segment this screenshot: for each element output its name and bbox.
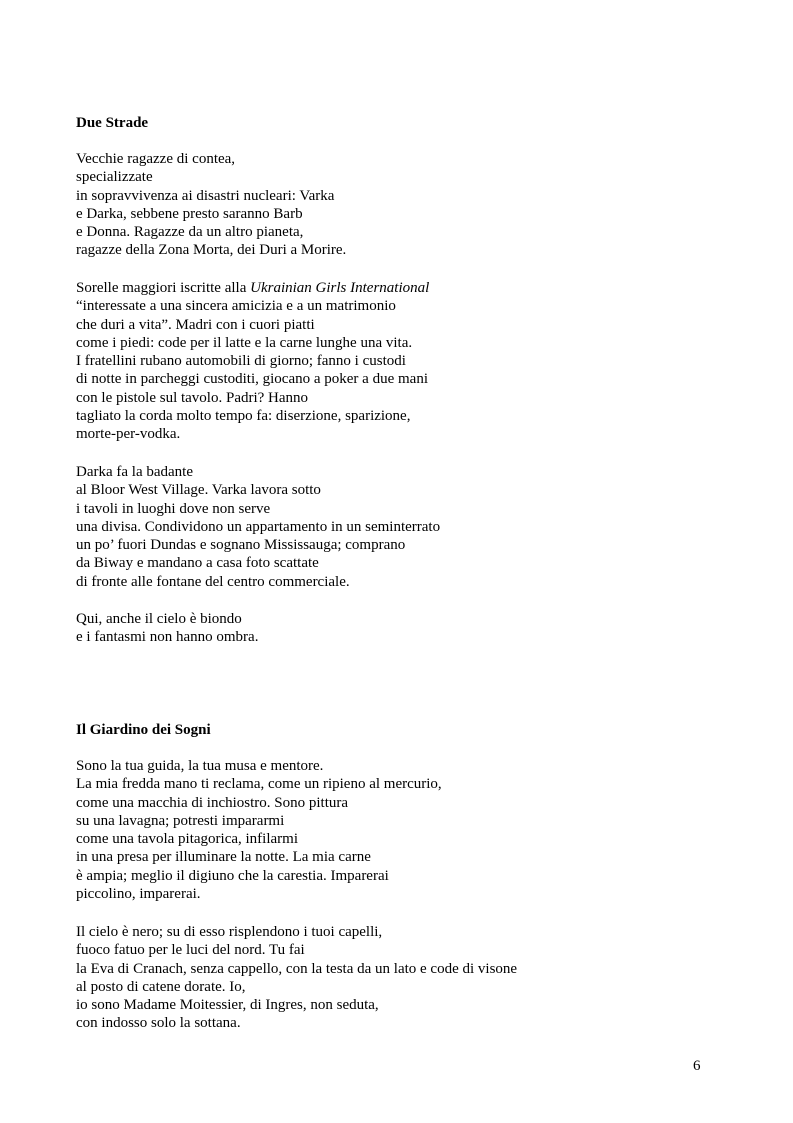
poem-line: una divisa. Condividono un appartamento in un seminterrato: [76, 518, 441, 535]
poem-line: al posto di catene dorate. Io,: [76, 978, 246, 995]
poem-line: La mia fredda mano ti reclama, come un ripieno al mercurio,: [76, 776, 442, 793]
stanza: [76, 610, 258, 647]
poem-line: Darka fa la badante: [76, 464, 194, 480]
stanza: [76, 923, 517, 1033]
poem-line: fuoco fatuo per le luci del nord. Tu fai: [76, 942, 305, 959]
poem-line: con le pistole sul tavolo. Padri? Hanno: [76, 389, 309, 406]
poem-line: [76, 279, 429, 297]
stanza: [76, 150, 346, 260]
poem-line: e i fantasmi non hanno ombra.: [76, 629, 259, 646]
poem-line: come una tavola pitagorica, infilarmi: [76, 831, 298, 848]
poem-line: “interessate a una sincera amicizia e a un matrimonio: [76, 298, 396, 315]
poem-line: Vecchie ragazze di contea,: [76, 151, 236, 167]
poem-line: su una lavagna; potresti impararmi: [76, 812, 285, 829]
poem-line: morte-per-vodka.: [76, 426, 181, 443]
poem-line: io sono Madame Moitessier, di Ingres, non seduta,: [76, 997, 379, 1014]
poem-line: in sopravvivenza ai disastri nucleari: Varka: [76, 187, 335, 204]
poem-line: un po’ fuori Dundas e sognano Mississauga; comprano: [76, 537, 406, 554]
poem-line: e Darka, sebbene presto saranno Barb: [76, 205, 303, 222]
poem-line: in una presa per illuminare la notte. La mia carne: [76, 849, 371, 866]
line-text: Sorelle maggiori iscritte alla: [76, 280, 251, 296]
poem-line: da Biway e mandano a casa foto scattate: [76, 555, 319, 572]
poem-line: con indosso solo la sottana.: [76, 1015, 241, 1032]
poem-line: come i piedi: code per il latte e la carne lunghe una vita.: [76, 334, 413, 351]
stanza: [76, 463, 440, 591]
poem-line: Qui, anche il cielo è biondo: [76, 611, 242, 627]
poem-line: I fratellini rubano automobili di giorno; fanno i custodi: [76, 353, 406, 370]
poem-title: Il Giardino dei Sogni: [76, 722, 211, 738]
poem-line: Il cielo è nero; su di esso risplendono i tuoi capelli,: [76, 924, 383, 940]
stanza: [76, 279, 429, 444]
poem-title: Due Strade: [76, 115, 149, 131]
poem-line: la Eva di Cranach, senza cappello, con la testa da un lato e code di visone: [76, 960, 518, 977]
poem-line: Sono la tua guida, la tua musa e mentore.: [76, 758, 324, 774]
poem-line: ragazze della Zona Morta, dei Duri a Morire.: [76, 242, 347, 259]
poem-line: che duri a vita”. Madri con i cuori piatti: [76, 316, 315, 333]
poem-line: tagliato la corda molto tempo fa: diserzione, sparizione,: [76, 408, 411, 425]
stanza: [76, 757, 442, 903]
poem-line: di notte in parcheggi custoditi, giocano a poker a due mani: [76, 371, 428, 388]
italic-title: Ukrainian Girls International: [250, 280, 430, 296]
poem-line: come una macchia di inchiostro. Sono pittura: [76, 794, 349, 811]
page-number: 6: [693, 1058, 701, 1074]
poem-line: è ampia; meglio il digiuno che la carestia. Imparerai: [76, 867, 389, 884]
poem-line: specializzate: [76, 169, 153, 186]
poem-line: i tavoli in luoghi dove non serve: [76, 500, 271, 517]
poem-line: e Donna. Ragazze da un altro pianeta,: [76, 224, 304, 241]
poem-line: al Bloor West Village. Varka lavora sotto: [76, 482, 321, 499]
poem-line: piccolino, imparerai.: [76, 886, 201, 903]
poem-line: di fronte alle fontane del centro commerciale.: [76, 573, 350, 590]
